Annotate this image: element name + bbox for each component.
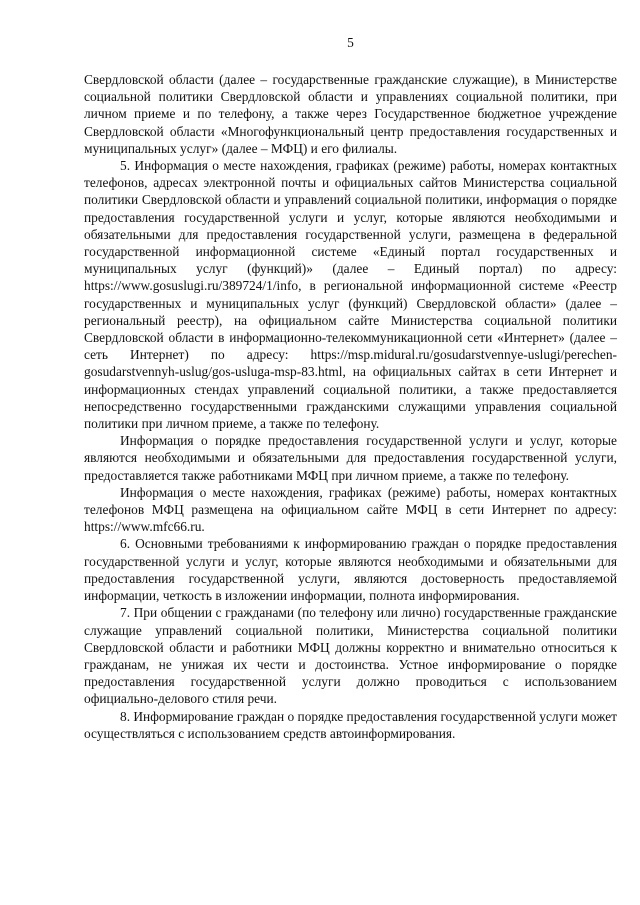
document-page bbox=[84, 34, 617, 742]
paragraph-mfc-location: Информация о месте нахождения, графиках (режиме) работы, номерах контактных телефонов МФЦ размещена на официальном сайте МФЦ в сети Интернет по адресу: https://www.mfc66.ru. bbox=[84, 484, 617, 535]
paragraph-item-5: 5. Информация о месте нахождения, графиках (режиме) работы, номерах контактных телефонов, адресах электронной почты и официальных сайтов Министерства социальной политики Свердловской области и управлений социальной политики, информация о порядке предоставления государственной услуги и услуг, которые являются необходимыми и обязательными для предоставления государственной услуги, размещена в федеральной государственной информационной системе «Единый портал государственных и муниципальных услуг (функций)» (далее – Единый портал) по адресу: https://www.gosuslugi.ru/389724/1/info, в региональной информационной системе «Реестр государственных и муниципальных услуг (функций) Свердловской области» (далее – региональный реестр), на официальном сайте Министерства социальной политики Свердловской области в информационно-телекоммуникационной сети «Интернет» (далее – сеть Интернет) по адресу: https://msp.midural.ru/gosudarstvennye-uslugi/perechen-gosudarstvennyh-uslug/gos-usluga-msp-83.html, на официальных сайтах в сети Интернет и информационных стендах управлений социальной политики, а также предоставляется непосредственно государственными гражданскими служащими управления социальной политики при личном приеме, а также по телефону. bbox=[84, 158, 617, 432]
paragraph-continuation: Свердловской области (далее – государственные гражданские служащие), в Министерстве социальной политики Свердловской области и управлениях социальной политики, при личном приеме и по телефону, а также через Государственное бюджетное учреждение Свердловской области «Многофункциональный центр предоставления государственных и муниципальных услуг» (далее – МФЦ) и его филиалы. bbox=[84, 72, 617, 156]
paragraph-item-6: 6. Основными требованиями к информированию граждан о порядке предоставления государственной услуги и услуг, которые являются необходимыми и обязательными для предоставления государственной услуги, являются достоверность предоставляемой информации, четкость в изложении информации, полнота информирования. bbox=[84, 536, 617, 604]
page-number: 5 bbox=[347, 35, 354, 50]
paragraph-mfc-info: Информация о порядке предоставления государственной услуги и услуг, которые являются необходимыми и обязательными для предоставления государственной услуги, предоставляется также работниками МФЦ при личном приеме, а также по телефону. bbox=[84, 433, 617, 483]
paragraph-item-8: 8. Информирование граждан о порядке предоставления государственной услуги может осуществляться с использованием средств автоинформирования. bbox=[84, 708, 618, 741]
paragraph-item-7: 7. При общении с гражданами (по телефону или лично) государственные гражданские служащие управлений социальной политики, Министерства социальной политики Свердловской области и работники МФЦ должны корректно и внимательно относиться к гражданам, не унижая их чести и достоинства. Устное информирование о порядке предоставления государственной услуги должно проводиться с использованием официально-делового стиля речи. bbox=[84, 605, 617, 707]
